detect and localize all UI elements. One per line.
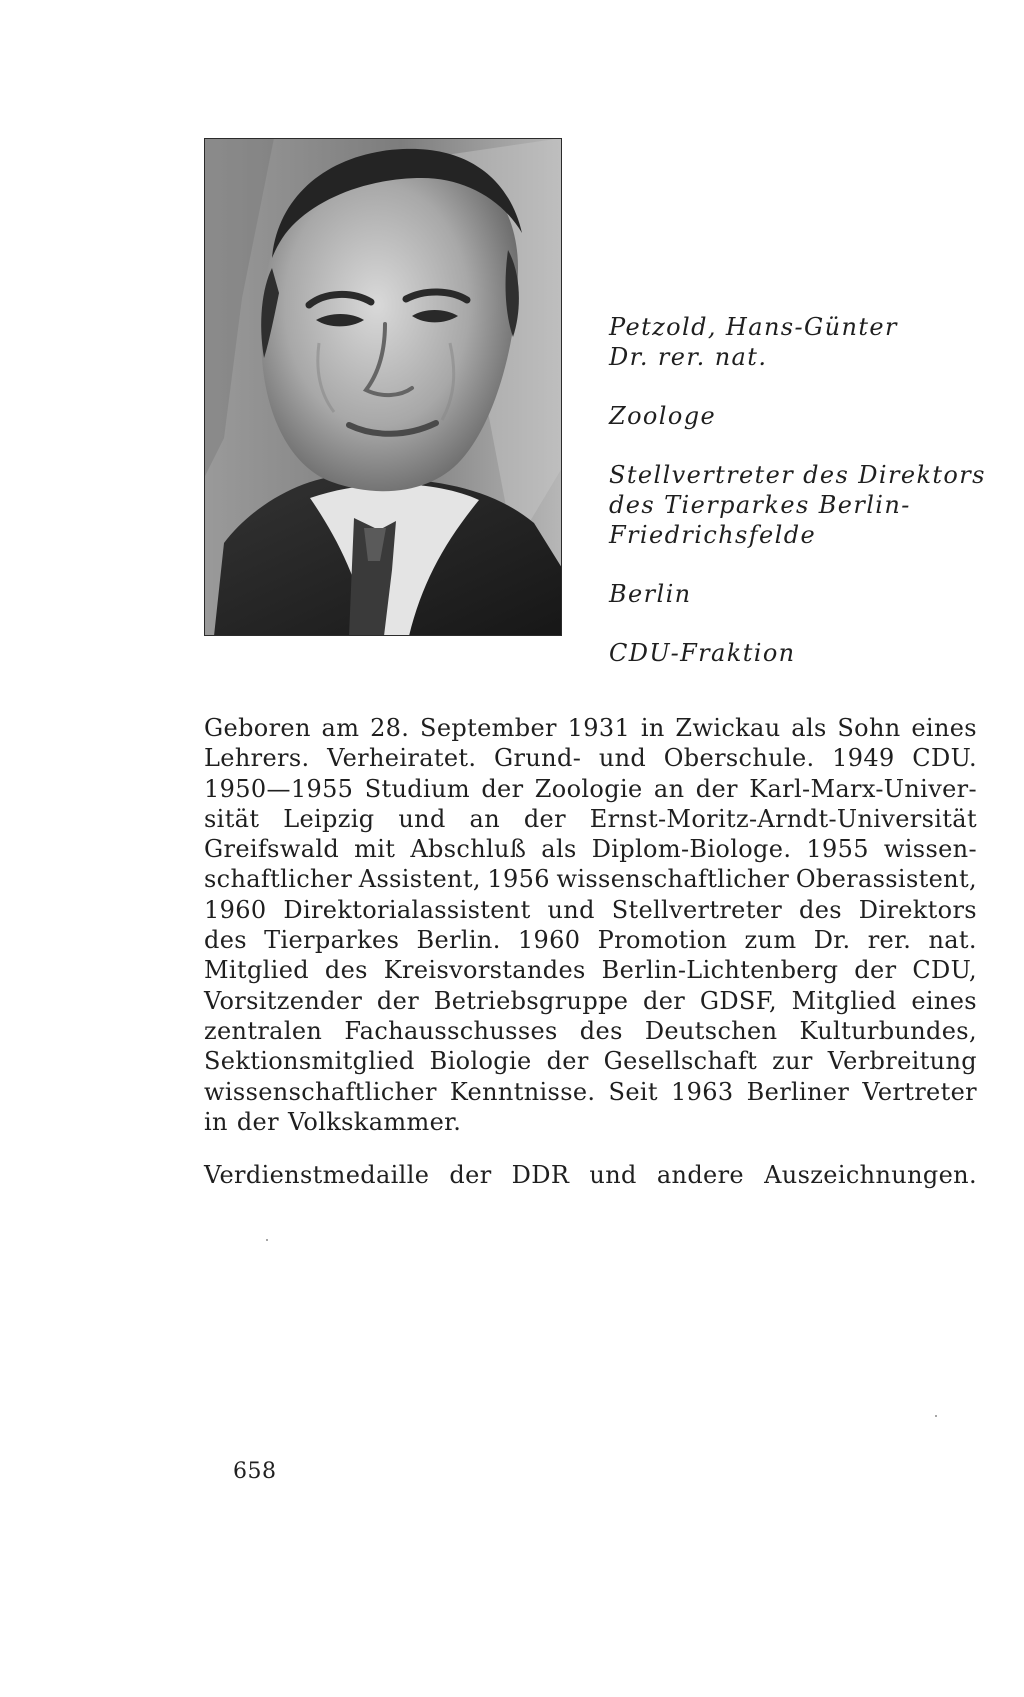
paper-speck bbox=[266, 1239, 268, 1241]
biography-word: Abschluß bbox=[410, 835, 527, 864]
page-number: 658 bbox=[233, 1459, 277, 1484]
biography-word: Mitglied bbox=[204, 956, 309, 985]
biography-word: CDU, bbox=[912, 956, 977, 985]
biography-word: des bbox=[798, 895, 842, 924]
biography-word: nat. bbox=[928, 926, 977, 955]
biography-word: Verheiratet. bbox=[327, 744, 477, 773]
biography-word: schaftlicher bbox=[204, 865, 353, 894]
person-name: Petzold, Hans-Günter bbox=[609, 313, 898, 341]
biography-word: Berlin. bbox=[416, 926, 501, 955]
biography-line bbox=[204, 804, 977, 834]
biography-word: zur bbox=[772, 1047, 813, 1076]
biography-word: der bbox=[546, 1047, 589, 1076]
biography-word: eines bbox=[911, 986, 977, 1015]
award-word: Auszeichnungen. bbox=[764, 1161, 977, 1189]
award-word: DDR bbox=[511, 1161, 570, 1189]
biography-line bbox=[204, 774, 977, 804]
biography-word: Sektionsmitglied bbox=[204, 1047, 415, 1076]
biography-word: Mitglied bbox=[791, 986, 897, 1015]
biography-word: der bbox=[695, 774, 738, 803]
biography-line bbox=[204, 986, 977, 1016]
biography-word: Vorsitzender bbox=[204, 986, 363, 1015]
biography-word: Berliner bbox=[746, 1077, 850, 1106]
position-line: Stellvertreter des Direktors bbox=[609, 461, 986, 489]
biography-word: 1949 bbox=[832, 744, 895, 773]
biography-word: Karl-Marx-Univer- bbox=[749, 774, 977, 803]
biography-line bbox=[204, 1016, 977, 1046]
paper-speck bbox=[935, 1415, 937, 1417]
biography-word: Leipzig bbox=[283, 804, 375, 833]
profession: Zoologe bbox=[609, 402, 717, 430]
award-word: Verdienstmedaille bbox=[204, 1161, 430, 1189]
biography-word: Oberschule. bbox=[663, 744, 815, 773]
biography-word: und bbox=[598, 744, 647, 773]
biography-word: Biologie bbox=[429, 1047, 532, 1076]
biography-word: Tierparkes bbox=[264, 926, 400, 955]
biography-word: Grund- bbox=[494, 744, 582, 773]
location: Berlin bbox=[609, 580, 692, 608]
biography-word: an bbox=[653, 774, 685, 803]
portrait-photo bbox=[204, 138, 562, 636]
biography-word: des bbox=[204, 926, 247, 955]
biography-word: Gesellschaft bbox=[603, 1047, 758, 1076]
biography-word: wissenschaftlicher bbox=[204, 1077, 437, 1106]
biography-word: 1960 bbox=[517, 926, 581, 955]
biography-word: als bbox=[791, 714, 827, 742]
position-block bbox=[609, 460, 999, 550]
biography-line bbox=[204, 834, 977, 864]
biography-word: Verbreitung bbox=[827, 1047, 977, 1076]
biography-word: Deutschen bbox=[644, 1016, 778, 1045]
biography-word: Zoologie bbox=[534, 774, 643, 803]
biography-line bbox=[204, 743, 977, 773]
biography-word: Direktorialassistent bbox=[283, 895, 531, 924]
biography-word: Stellvertreter bbox=[611, 895, 783, 924]
biography-word: Greifswald bbox=[204, 835, 340, 864]
position-line: des Tierparkes Berlin- bbox=[609, 491, 911, 519]
biography-word: Berlin-Lichtenberg bbox=[601, 956, 839, 985]
biography-word: an bbox=[469, 804, 500, 833]
award-line bbox=[204, 1160, 977, 1190]
biography-word: 1950—1955 bbox=[204, 774, 354, 803]
award-word: und bbox=[589, 1161, 637, 1189]
biography-word: in bbox=[204, 1107, 228, 1136]
biography-word: rer. bbox=[867, 926, 912, 955]
biography-word: Lehrers. bbox=[204, 744, 310, 773]
biography-word: der bbox=[236, 1107, 279, 1136]
biography-word: der bbox=[643, 986, 686, 1015]
biography-word: Fachausschusses bbox=[344, 1016, 558, 1045]
biography-word: Studium bbox=[364, 774, 470, 803]
biography-word: CDU. bbox=[912, 744, 977, 773]
biography-word: Kreisvorstandes bbox=[383, 956, 586, 985]
biography-line bbox=[204, 864, 977, 894]
biography-word: 1963 bbox=[671, 1077, 734, 1106]
biography-word: sität bbox=[204, 804, 260, 833]
biography-word: Promotion bbox=[597, 926, 728, 955]
biography-word: der bbox=[376, 986, 420, 1015]
academic-degree: Dr. rer. nat. bbox=[609, 343, 768, 371]
biography-word: 1931 bbox=[567, 714, 631, 742]
biography-word: 1955 bbox=[806, 835, 869, 864]
biography-word: wissen- bbox=[883, 835, 977, 864]
biography-word: der bbox=[854, 956, 897, 985]
biography-word: der bbox=[523, 804, 566, 833]
biography-word: September bbox=[420, 714, 557, 742]
biography-word: Volkskammer. bbox=[287, 1107, 462, 1136]
biography-word: Dr. bbox=[813, 926, 851, 955]
biography-line bbox=[204, 925, 977, 955]
biography-word: Seit bbox=[608, 1077, 658, 1106]
biography-line bbox=[204, 895, 977, 925]
biography-word: mit bbox=[354, 835, 396, 864]
biography-word: eines bbox=[911, 714, 977, 742]
award-word: der bbox=[449, 1161, 492, 1189]
biography-word: zentralen bbox=[204, 1016, 323, 1045]
biography-line bbox=[204, 1077, 977, 1107]
biography-word: des bbox=[324, 956, 368, 985]
biography-line bbox=[204, 1107, 977, 1137]
biography-word: Zwickau bbox=[675, 714, 781, 742]
biography-word: Diplom-Biologe. bbox=[591, 835, 792, 864]
biography-word: der bbox=[481, 774, 524, 803]
biography-word: 1956 bbox=[487, 865, 550, 894]
award-word: andere bbox=[656, 1161, 744, 1189]
biography-word: Kenntnisse. bbox=[449, 1077, 596, 1106]
biography-word: 1960 bbox=[204, 895, 267, 924]
biography-word: als bbox=[541, 835, 577, 864]
biography-word: Betriebsgruppe bbox=[433, 986, 629, 1015]
biography-word: des bbox=[579, 1016, 623, 1045]
biography-word: in bbox=[640, 714, 665, 742]
biography-line bbox=[204, 713, 977, 743]
biography-word: 28. bbox=[370, 714, 410, 742]
biography-line bbox=[204, 955, 977, 985]
biography-word: Ernst-Moritz-Arndt-Universität bbox=[589, 804, 977, 833]
person-summary bbox=[609, 312, 999, 668]
biography-word: und bbox=[547, 895, 595, 924]
biography-word: Kulturbundes, bbox=[799, 1016, 977, 1045]
faction: CDU-Fraktion bbox=[609, 639, 796, 667]
biography-line bbox=[204, 1046, 977, 1076]
biography-word: GDSF, bbox=[699, 986, 777, 1015]
biography-word: am bbox=[321, 714, 360, 742]
biography-word: wissenschaftlicher bbox=[556, 865, 790, 894]
biography-word: und bbox=[398, 804, 446, 833]
biography-word: Vertreter bbox=[862, 1077, 977, 1106]
biography-word: Assistent, bbox=[358, 865, 481, 894]
biography-word: Oberassistent, bbox=[795, 865, 977, 894]
biography-paragraph bbox=[204, 713, 977, 1137]
position-line: Friedrichsfelde bbox=[609, 521, 817, 549]
biography-word: Direktors bbox=[858, 895, 977, 924]
biography-word: Geboren bbox=[204, 714, 311, 742]
biography-word: zum bbox=[744, 926, 797, 955]
portrait-illustration bbox=[204, 138, 562, 636]
biography-word: Sohn bbox=[837, 714, 901, 742]
